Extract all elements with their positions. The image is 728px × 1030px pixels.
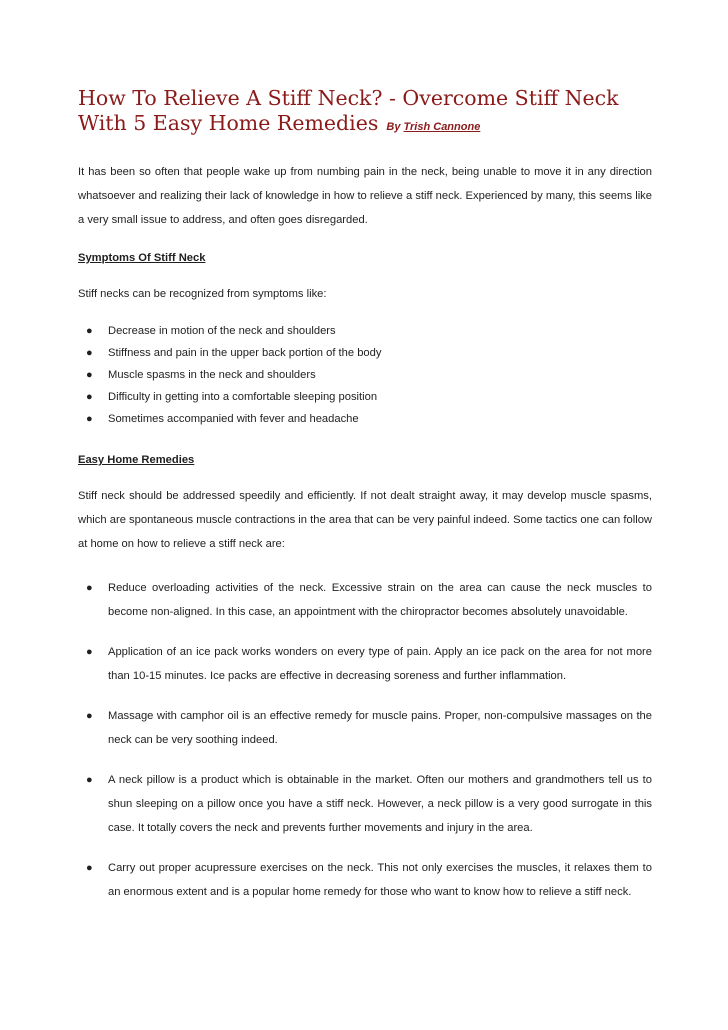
list-item: [78, 640, 652, 688]
list-item: [78, 704, 652, 752]
list-item-text: Muscle spasms in the neck and shoulders: [108, 369, 316, 381]
list-item-text: Sometimes accompanied with fever and headache: [108, 413, 359, 425]
list-item: [78, 768, 652, 840]
bullet-icon: ●: [86, 391, 93, 403]
article-title-text: How To Relieve A Stiff Neck? - Overcome Stiff Neck With 5 Easy Home Remedies: [78, 86, 619, 135]
list-item-text: A neck pillow is a product which is obtainable in the market. Often our mothers and grandmothers tell us to shun sleeping on a pillow once you have a stiff neck. However, a neck pillow is a very good surrogate in this case. It totally covers the neck and prevents further movements and injury in the area.: [108, 774, 652, 834]
symptoms-list: [78, 320, 652, 430]
bullet-icon: ●: [86, 646, 93, 658]
symptoms-lead: Stiff necks can be recognized from symptoms like:: [78, 288, 327, 300]
bullet-icon: ●: [86, 413, 93, 425]
bullet-icon: ●: [86, 347, 93, 359]
list-item: [78, 320, 652, 342]
bullet-icon: ●: [86, 862, 93, 874]
list-item: [78, 576, 652, 624]
list-item: [78, 386, 652, 408]
byline-label: By: [386, 121, 401, 133]
bullet-icon: ●: [86, 582, 93, 594]
list-item-text: Massage with camphor oil is an effective remedy for muscle pains. Proper, non-compulsive massages on the neck can be very soothing indeed.: [108, 710, 652, 746]
byline: [386, 121, 480, 133]
intro-paragraph: It has been so often that people wake up from numbing pain in the neck, being unable to move it in any direction whatsoever and realizing their lack of knowledge in how to relieve a stiff neck. Experienced by many, this seems like a very small issue to address, and often goes disregarded.: [78, 166, 652, 226]
list-item: [78, 408, 652, 430]
remedies-list: [78, 576, 652, 904]
symptoms-heading: Symptoms Of Stiff Neck: [78, 252, 206, 264]
remedies-heading: Easy Home Remedies: [78, 454, 195, 466]
list-item-text: Reduce overloading activities of the neck. Excessive strain on the area can cause the neck muscles to become non-aligned. In this case, an appointment with the chiropractor becomes absolutely unavoidable.: [108, 582, 652, 618]
bullet-icon: ●: [86, 325, 93, 337]
list-item: [78, 342, 652, 364]
bullet-icon: ●: [86, 710, 93, 722]
list-item-text: Stiffness and pain in the upper back portion of the body: [108, 347, 382, 359]
remedies-lead: Stiff neck should be addressed speedily and efficiently. If not dealt straight away, it may develop muscle spasms, which are spontaneous muscle contractions in the area that can be very painful indeed. Some tactics one can follow at home on how to relieve a stiff neck are:: [78, 490, 652, 550]
author-link[interactable]: Trish Cannone: [403, 121, 481, 133]
list-item-text: Difficulty in getting into a comfortable sleeping position: [108, 391, 378, 403]
list-item: [78, 856, 652, 904]
list-item-text: Application of an ice pack works wonders on every type of pain. Apply an ice pack on the area for not more than 10-15 minutes. Ice packs are effective in decreasing soreness and further inflammation.: [108, 646, 652, 682]
list-item-text: Decrease in motion of the neck and shoulders: [108, 325, 336, 337]
list-item-text: Carry out proper acupressure exercises on the neck. This not only exercises the muscles, it relaxes them to an enormous extent and is a popular home remedy for those who want to know how to relieve a stiff neck.: [108, 862, 652, 898]
bullet-icon: ●: [86, 774, 93, 786]
article-title: [78, 86, 652, 140]
bullet-icon: ●: [86, 369, 93, 381]
list-item: [78, 364, 652, 386]
